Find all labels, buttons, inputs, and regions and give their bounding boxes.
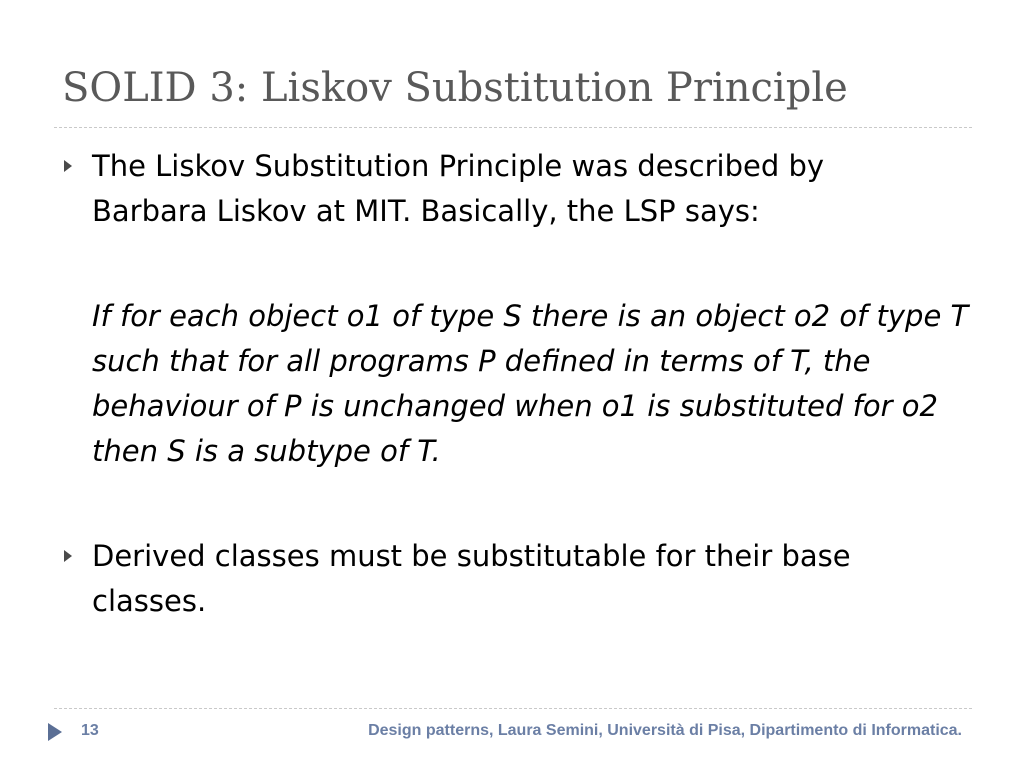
bullet-arrow-icon — [64, 550, 72, 562]
quote-line-1: If for each object o1 of type S there is an object o2 of type T — [92, 299, 969, 333]
bullet-1-line-1: The Liskov Substitution Principle was described by — [92, 149, 825, 183]
bullet-2-text — [92, 534, 972, 624]
lsp-definition-quote — [92, 294, 972, 474]
page-number: 13 — [81, 722, 99, 739]
footer-text: Design patterns, Laura Semini, Università di Pisa, Dipartimento di Informatica. — [368, 722, 962, 739]
bullet-2-line-1: Derived classes must be substitutable for their base — [92, 539, 851, 573]
quote-line-2: such that for all programs P defined in terms of T, the — [92, 344, 871, 378]
bullet-1-text — [92, 144, 972, 234]
quote-line-3: behaviour of P is unchanged when o1 is substituted for o2 — [92, 389, 938, 423]
footer-divider — [54, 708, 972, 709]
slide-title: SOLID 3: Liskov Substitution Principle — [62, 65, 848, 111]
footer-arrow-icon — [48, 723, 62, 741]
bullet-arrow-icon — [64, 160, 72, 172]
bullet-2-line-2: classes. — [92, 584, 207, 618]
title-divider — [54, 127, 972, 128]
quote-line-4: then S is a subtype of T. — [92, 434, 441, 468]
bullet-1-line-2: Barbara Liskov at MIT. Basically, the LSP says: — [92, 194, 760, 228]
